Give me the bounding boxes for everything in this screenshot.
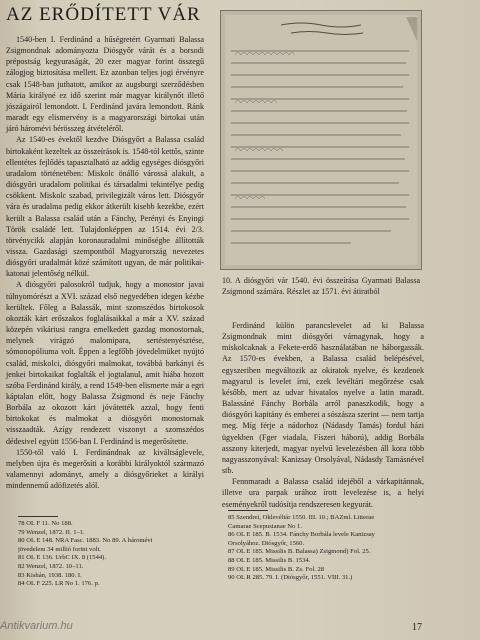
paragraph: 1550-től való I. Ferdinándnak az kiváltságlevele, melyben újra és megerősíti a korábbi királyoktól származó valamennyi adományt, amely a diósgyőrieket a királyi mindennemű adófizetés alól.	[6, 447, 204, 491]
chapter-title: AZ ERŐDÍTETT VÁR	[6, 4, 201, 25]
footnote: Camarae Scepusianae No 1.	[228, 522, 302, 530]
right-text-column	[222, 320, 424, 510]
footnote: jövedelem 34 millió forint volt.	[18, 545, 101, 553]
footnote: 78 OL F 11. No 188.	[18, 520, 73, 527]
footnote: 85 Szendrei, Oklevéltár 1550. III. 10.; BAZml. Litterae	[228, 514, 375, 521]
footnotes-left	[18, 520, 208, 589]
page-number: 17	[412, 622, 422, 633]
footnote: Orsolyához. Diósgyőr, 1560.	[228, 539, 305, 547]
watermark: Antikvarium.hu	[0, 620, 73, 632]
footnote-divider-right	[228, 510, 268, 511]
paragraph: A diósgyőri palosokról tudjuk, hogy a monostor javai túlnyomórészt a XVI. század első negyedében idegen kézbe kerültek. Főleg a Balassák, mint szomszédos birtokosok okozták kárt erőszakos foglalásaikkal a már a XV. század közepén vikáriusi rangra emelkedett gazdag monostornak, melynek virágzó malomipara, sertéstenyésztése, sómonopóliuma volt. Éppen a legfőbb jövedelmüket nyújtó család, miskolci, diósgyőri malmokat, továbbá barkányi és jenkei birtokaikat foglalták el jogtalanul, amit hiába hozott szóba Ferdinánd király, a rend 1549-ben elismerte már a egri káptalan előtt, hogy Balassa Zsigmond és neje Fánchy Borbála az okozott kárt jóvátették azzal, hogy fenti birtokokat és malmokat a diósgyőri monostornak visszaadták. Azígy rendezett viszonyt a szomszédos dédesivel együtt 1556-ban I. Ferdinánd is megerősítette.	[6, 280, 204, 446]
paragraph: Az 1540-es évektől kezdve Diósgyőrt a Balassa család birtokaként kezeltek az összeírások is. 1548-tól kettős, szinte ellentétes fejlődés tapasztalható az addig egységes diósgyőri uradalom történetében: Miskolc önálló várossá alakult, a diósgyőri uradalom politikai és társadalmi tekintélye pedig csökkent. Miskolc szabad, privilegizált város lett. Diósgyőr vára és uradalma pedig ekkor átkerült kisebb kezekbe, ezért került a Balassa család után a Fánchy, Perényi és Enyingi Török családé lett. Tulajdonképpen az 1514. évi 2/3. törvénycikk alapján koronauradalmi minőségbe állították vissza. Gazdasági szempontból Magyarország nevezetes diósgyőri uradalmát közé számított ugyan, de már politikai-katonai jelentőség nélkül.	[6, 135, 204, 279]
footnotes-right	[228, 514, 424, 583]
paragraph: Ferdinánd külön parancslevelet ad ki Balassa Zsigmondnak mint diósgyőri várnagynak, hogy a miskolcaknak a Fekete-erdő használatában ne háborgassák. Az 1570-es években, a Balassa család belépésével, egyszeriben megváltozik az okiratok nyelve, és kezdenek magyarul is levelet írni, ezek levéltári megőrzése csak később, mert az udvar hivatalos nyelve a latin maradt. Balassáné Fánchy Borbála arról panaszkodik, hogy a diósgyőri kapitány és emberei a sószásza szerint — nem tartja meg. Míg férje a nádorhoz (Nádasdy Tamás) fordul házi ügyekben (Fger viadala, Físzeri háború), addig Borbála asszony kiterjedt, magyar nyelvű levelezésben áll kora több nagyasszonyával: Kanizsay Orsolyával, Nádasdy Tamásnével stb.	[222, 321, 424, 476]
footnote: 81 OL E 136. UrbC IX. 8 (1544).	[18, 554, 107, 562]
footnote: 79 Wenzel, 1872. II. 1–1.	[18, 528, 85, 536]
footnote: 84 OL F 225. LR No 1. 176. p.	[18, 580, 100, 588]
footnote: 83 Kishán, 1938. 180. I.	[18, 571, 82, 579]
manuscript-image	[221, 11, 421, 269]
footnote: 87 OL E 185. Missilis B. Balassa) Zsigmond) Fol. 25.	[228, 548, 371, 556]
footnote: 90 OL R 285. 79. I. (Diósgyőr, 1551. VIII. 31.)	[228, 574, 353, 582]
paragraph: 1540-ben I. Ferdinánd a hűségretért Gyarmati Balassa Zsigmondnak adományozta Diósgyőr várát és a borsodi prépostság kegyuraságát, 20 ezer magyar forint összegű zálogjog biztosítása mellett. Ez azonban teljes jogi érvényre csak 1548-ban juthatott, amikor az augsburgi szerződésben Mária királyné ez idő szerint már magyar királynőt illető jószágairól lemondott. I. Ferdinánd javára lemondott. Ránk maradt egy elismervény is a magyarországi birtokai után járó háromévi bérösszeg átvételéről.	[6, 35, 204, 134]
footnote: 89 OL E 185. Missilis B. Zs. Fol. 28	[228, 565, 325, 573]
footnote-divider-left	[18, 516, 58, 517]
footnote: 86 OL E 185. B. 1534. Fánchy Borbála levele Kanizsay	[228, 531, 375, 539]
footnote: 80 OL E 148. NRA Fasc. 1883. No 89. A háromévi	[18, 537, 153, 545]
manuscript-photo	[220, 10, 422, 270]
footnote: 88 OL E 185. Missilis B. 1534.	[228, 556, 311, 564]
figure-caption: 10. A diósgyőri vár 1540. évi összeírása Gyarmati Balassa Zsigmond számára. Részlet az 1571. évi átiratból	[222, 276, 420, 296]
left-text-column	[6, 34, 204, 491]
footnote: 82 Wenzel, 1872. 10–11.	[18, 562, 84, 570]
paragraph: Fennmaradt a Balassa család idejéből a várkapitánnak, illetve ura parpak urához írott levelezése is, a helyi eseményekről tudósítja rendszeresen kegyurát.	[222, 477, 424, 509]
